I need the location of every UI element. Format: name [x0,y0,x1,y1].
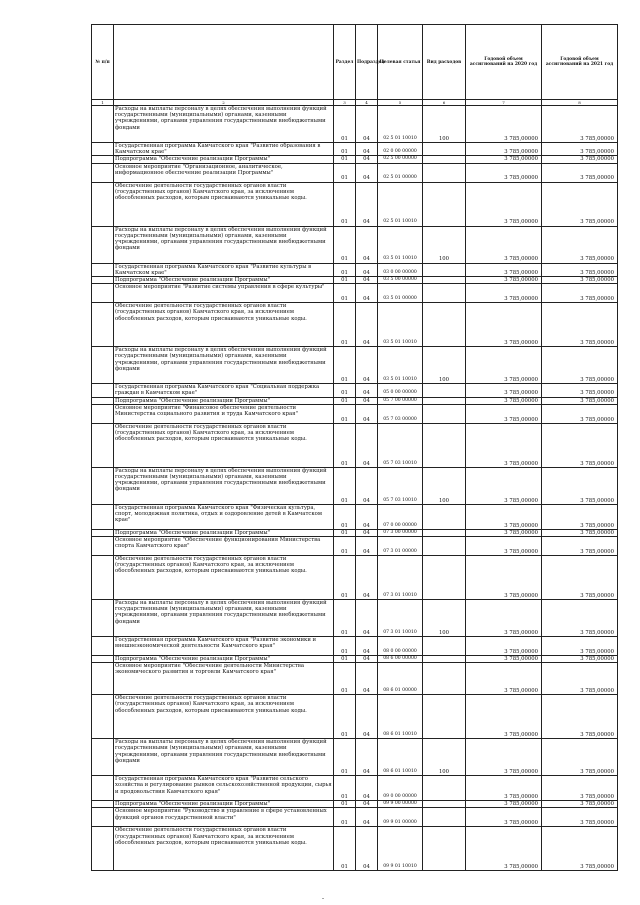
row-code-cell: 09 9 00 00000 [378,801,423,808]
row-code-cell: 05 7 00 00000 [378,397,423,404]
row-podrazdel-cell: 04 [356,226,378,263]
row-2020-cell: 3 785,00000 [466,347,542,384]
row-2021-cell: 3 785,00000 [542,277,618,284]
row-2021-cell: 3 785,00000 [542,776,618,801]
table-row [92,423,618,467]
row-2020-cell: 3 785,00000 [466,776,542,801]
row-razdel-cell: 01 [334,556,356,600]
col-number: 6 [423,100,466,106]
row-2021-cell: 3 785,00000 [542,156,618,163]
row-2021-cell: 3 785,00000 [542,827,618,871]
row-number-cell [92,776,114,801]
row-vid-cell [423,423,466,467]
row-podrazdel-cell: 04 [356,600,378,637]
table-row [92,776,618,801]
row-name-cell: Основное мероприятие "Обеспечение функционирования Министерства спорта Камчатского края" [114,537,334,556]
row-razdel-cell: 01 [334,637,356,656]
row-vid-cell: 100 [423,600,466,637]
row-code-cell: 05 7 03 10010 [378,423,423,467]
row-code-cell: 03 5 01 00000 [378,284,423,303]
row-name-cell: Государственная программа Камчатского края "Развитие культуры в Камчатском крае" [114,263,334,276]
row-name-cell: Подпрограмма "Обеспечение реализации Программы" [114,277,334,284]
col-number: 8 [542,100,618,106]
row-2020-cell: 3 785,00000 [466,556,542,600]
row-code-cell: 08 6 01 00000 [378,663,423,695]
row-name-cell: Расходы на выплаты персоналу в целях обеспечения выполнения функций государственными (муниципальными) органами, казенными учреждениями, органами управления государственными внебюджетными фондами [114,106,334,143]
row-2020-cell: 3 785,00000 [466,106,542,143]
row-2020-cell: 3 785,00000 [466,226,542,263]
table-row [92,808,618,827]
row-razdel-cell: 01 [334,801,356,808]
row-2021-cell: 3 785,00000 [542,637,618,656]
row-2021-cell: 3 785,00000 [542,163,618,182]
col-number: 4 [356,100,378,106]
row-code-cell: 08 6 01 10010 [378,739,423,776]
row-number-cell [92,600,114,637]
row-code-cell: 03 5 00 00000 [378,277,423,284]
row-number-cell [92,284,114,303]
table-row [92,656,618,663]
row-podrazdel-cell: 04 [356,801,378,808]
row-2021-cell: 3 785,00000 [542,695,618,739]
row-number-cell [92,156,114,163]
row-razdel-cell: 01 [334,384,356,397]
row-name-cell: Обеспечение деятельности государственных органов власти (государственных органов) Камчатского края, за исключением обособленных расходов, которым присваиваются уникальные коды. [114,695,334,739]
row-podrazdel-cell: 04 [356,263,378,276]
row-name-cell: Подпрограмма "Обеспечение реализации Программы" [114,397,334,404]
table-row [92,156,618,163]
row-2021-cell: 3 785,00000 [542,347,618,384]
row-code-cell: 07 3 00 00000 [378,529,423,536]
row-2020-cell: 3 785,00000 [466,303,542,347]
row-podrazdel-cell: 04 [356,163,378,182]
row-razdel-cell: 01 [334,143,356,156]
row-name-cell: Расходы на выплаты персоналу в целях обеспечения выполнения функций государственными (муниципальными) органами, казенными учреждениями, органами управления государственными внебюджетными фондами [114,347,334,384]
table-row [92,504,618,529]
table-row [92,277,618,284]
row-vid-cell [423,384,466,397]
row-vid-cell [423,404,466,423]
row-2021-cell: 3 785,00000 [542,397,618,404]
row-podrazdel-cell: 04 [356,663,378,695]
row-razdel-cell: 01 [334,163,356,182]
row-razdel-cell: 01 [334,397,356,404]
row-name-cell: Подпрограмма "Обеспечение реализации Программы" [114,529,334,536]
row-name-cell: Государственная программа Камчатского края "Развитие образования в Камчатском крае" [114,143,334,156]
row-razdel-cell: 01 [334,656,356,663]
row-2020-cell: 3 785,00000 [466,467,542,504]
table-row [92,637,618,656]
table-row [92,397,618,404]
table-row [92,384,618,397]
row-code-cell: 08 0 00 00000 [378,637,423,656]
row-name-cell: Расходы на выплаты персоналу в целях обеспечения выполнения функций государственными (муниципальными) органами, казенными учреждениями, органами управления государственными внебюджетными фондами [114,600,334,637]
row-podrazdel-cell: 04 [356,277,378,284]
row-vid-cell [423,656,466,663]
table-row [92,226,618,263]
table-row [92,347,618,384]
row-2020-cell: 3 785,00000 [466,277,542,284]
row-podrazdel-cell: 04 [356,827,378,871]
row-vid-cell [423,695,466,739]
table-row [92,404,618,423]
row-vid-cell [423,537,466,556]
row-2020-cell: 3 785,00000 [466,404,542,423]
row-code-cell: 05 7 03 00000 [378,404,423,423]
row-razdel-cell: 01 [334,106,356,143]
row-2021-cell: 3 785,00000 [542,739,618,776]
row-vid-cell [423,397,466,404]
row-razdel-cell: 01 [334,347,356,384]
row-vid-cell [423,182,466,226]
row-vid-cell [423,156,466,163]
row-podrazdel-cell: 04 [356,423,378,467]
row-number-cell [92,739,114,776]
row-podrazdel-cell: 04 [356,656,378,663]
row-code-cell: 07 3 01 10010 [378,556,423,600]
row-name-cell: Обеспечение деятельности государственных органов власти (государственных органов) Камчатского края, за исключением обособленных расходов, которым присваиваются уникальные коды. [114,827,334,871]
row-name-cell: Расходы на выплаты персоналу в целях обеспечения выполнения функций государственными (муниципальными) органами, казенными учреждениями, органами управления государственными внебюджетными фондами [114,739,334,776]
row-code-cell: 05 7 03 10010 [378,467,423,504]
row-razdel-cell: 01 [334,156,356,163]
row-2021-cell: 3 785,00000 [542,801,618,808]
table-row [92,467,618,504]
row-2020-cell: 3 785,00000 [466,182,542,226]
row-name-cell: Обеспечение деятельности государственных органов власти (государственных органов) Камчатского края, за исключением обособленных расходов, которым присваиваются уникальные коды. [114,303,334,347]
row-vid-cell [423,277,466,284]
col-header-vid: Вид расходов [423,25,466,100]
row-2021-cell: 3 785,00000 [542,656,618,663]
row-podrazdel-cell: 04 [356,776,378,801]
row-2021-cell: 3 785,00000 [542,226,618,263]
row-number-cell [92,663,114,695]
row-2021-cell: 3 785,00000 [542,808,618,827]
row-name-cell: Обеспечение деятельности государственных органов власти (государственных органов) Камчатского края, за исключением обособленных расходов, которым присваиваются уникальные коды. [114,423,334,467]
row-2021-cell: 3 785,00000 [542,537,618,556]
row-number-cell [92,106,114,143]
row-razdel-cell: 01 [334,827,356,871]
table-row [92,537,618,556]
row-razdel-cell: 01 [334,808,356,827]
row-2021-cell: 3 785,00000 [542,529,618,536]
row-vid-cell [423,827,466,871]
table-row [92,529,618,536]
row-vid-cell [423,776,466,801]
table-row [92,163,618,182]
row-code-cell: 09 9 01 00000 [378,808,423,827]
row-2021-cell: 3 785,00000 [542,263,618,276]
row-podrazdel-cell: 04 [356,384,378,397]
row-code-cell: 02 5 00 00000 [378,156,423,163]
row-name-cell: Государственная программа Камчатского края "Физическая культура, спорт, молодежная политика, отдых и оздоровление детей в Камчатском крае" [114,504,334,529]
table-row [92,827,618,871]
row-2021-cell: 3 785,00000 [542,467,618,504]
row-2020-cell: 3 785,00000 [466,156,542,163]
row-code-cell: 07 0 00 00000 [378,504,423,529]
row-razdel-cell: 01 [334,277,356,284]
row-2021-cell: 3 785,00000 [542,600,618,637]
row-number-cell [92,404,114,423]
row-2021-cell: 3 785,00000 [542,182,618,226]
row-vid-cell [423,663,466,695]
row-name-cell: Обеспечение деятельности государственных органов власти (государственных органов) Камчатского края, за исключением обособленных расходов, которым присваиваются уникальные коды. [114,556,334,600]
row-number-cell [92,347,114,384]
row-vid-cell [423,637,466,656]
row-podrazdel-cell: 04 [356,182,378,226]
row-name-cell: Обеспечение деятельности государственных органов власти (государственных органов) Камчатского края, за исключением обособленных расходов, которым присваиваются уникальные коды. [114,182,334,226]
col-header-podrazdel: Подраздел [356,25,378,100]
row-podrazdel-cell: 04 [356,397,378,404]
row-code-cell: 02 5 01 00000 [378,163,423,182]
row-podrazdel-cell: 04 [356,808,378,827]
row-number-cell [92,529,114,536]
row-number-cell [92,537,114,556]
row-name-cell: Подпрограмма "Обеспечение реализации Программы" [114,656,334,663]
row-podrazdel-cell: 04 [356,537,378,556]
row-podrazdel-cell: 04 [356,347,378,384]
table-header-row [92,25,618,100]
row-2021-cell: 3 785,00000 [542,303,618,347]
row-name-cell: Основное мероприятие "Обеспечение деятельности Министерства экономического развития и торговли Камчатского края" [114,663,334,695]
row-podrazdel-cell: 04 [356,467,378,504]
budget-table [91,24,618,871]
table-row [92,695,618,739]
table-row [92,801,618,808]
row-2020-cell: 3 785,00000 [466,143,542,156]
row-2020-cell: 3 785,00000 [466,397,542,404]
row-name-cell: Подпрограмма "Обеспечение реализации Программы" [114,801,334,808]
document-page [91,24,617,871]
row-name-cell: Государственная программа Камчатского края "Развитие сельского хозяйства и регулирование рынков сельскохозяйственной продукции, сырья и продовольствия Камчатского края" [114,776,334,801]
row-code-cell: 08 6 00 00000 [378,656,423,663]
row-number-cell [92,504,114,529]
row-razdel-cell: 01 [334,423,356,467]
row-name-cell: Расходы на выплаты персоналу в целях обеспечения выполнения функций государственными (муниципальными) органами, казенными учреждениями, органами управления государственными внебюджетными фондами [114,226,334,263]
row-code-cell: 07 3 01 00000 [378,537,423,556]
row-2020-cell: 3 785,00000 [466,600,542,637]
row-razdel-cell: 01 [334,303,356,347]
row-number-cell [92,143,114,156]
row-2020-cell: 3 785,00000 [466,263,542,276]
row-2021-cell: 3 785,00000 [542,504,618,529]
row-razdel-cell: 01 [334,504,356,529]
table-row [92,739,618,776]
row-podrazdel-cell: 04 [356,106,378,143]
row-podrazdel-cell: 04 [356,303,378,347]
row-vid-cell [423,163,466,182]
table-row [92,556,618,600]
row-2020-cell: 3 785,00000 [466,739,542,776]
row-podrazdel-cell: 04 [356,504,378,529]
row-podrazdel-cell: 04 [356,404,378,423]
row-2021-cell: 3 785,00000 [542,663,618,695]
row-vid-cell [423,808,466,827]
row-podrazdel-cell: 04 [356,637,378,656]
row-razdel-cell: 01 [334,404,356,423]
row-2020-cell: 3 785,00000 [466,656,542,663]
col-number: 3 [334,100,356,106]
row-2020-cell: 3 785,00000 [466,808,542,827]
row-code-cell: 03 5 01 10010 [378,226,423,263]
row-name-cell: Основное мероприятие "Развитие системы управления в сфере культуры" [114,284,334,303]
row-2020-cell: 3 785,00000 [466,163,542,182]
row-razdel-cell: 01 [334,182,356,226]
row-code-cell: 09 0 00 00000 [378,776,423,801]
row-2021-cell: 3 785,00000 [542,556,618,600]
col-header-razdel: Раздел [334,25,356,100]
row-name-cell: Подпрограмма "Обеспечение реализации Программы" [114,156,334,163]
row-razdel-cell: 01 [334,537,356,556]
row-razdel-cell: 01 [334,529,356,536]
row-number-cell [92,384,114,397]
row-number-cell [92,303,114,347]
row-razdel-cell: 01 [334,695,356,739]
col-header-code: Целевая статья [378,25,423,100]
col-number: 2 [114,100,334,106]
row-number-cell [92,182,114,226]
row-vid-cell: 100 [423,226,466,263]
row-razdel-cell: 01 [334,284,356,303]
table-row [92,663,618,695]
row-razdel-cell: 01 [334,226,356,263]
row-code-cell: 02 5 01 10010 [378,106,423,143]
table-row [92,182,618,226]
row-number-cell [92,827,114,871]
row-2020-cell: 3 785,00000 [466,529,542,536]
row-name-cell: Основное мероприятие "Финансовое обеспечение деятельности Министерства социального развития и труда Камчатского края" [114,404,334,423]
row-number-cell [92,226,114,263]
table-body [92,106,618,871]
row-number-cell [92,808,114,827]
row-vid-cell [423,504,466,529]
row-podrazdel-cell: 04 [356,156,378,163]
row-podrazdel-cell: 04 [356,284,378,303]
row-vid-cell: 100 [423,739,466,776]
row-number-cell [92,277,114,284]
row-name-cell: Расходы на выплаты персоналу в целях обеспечения выполнения функций государственными (муниципальными) органами, казенными учреждениями, органами управления государственными внебюджетными фондами [114,467,334,504]
row-name-cell: Основное мероприятие "Руководство и управление в сфере установленных функций органов государственной власти" [114,808,334,827]
row-2020-cell: 3 785,00000 [466,384,542,397]
row-number-cell [92,556,114,600]
col-number: 7 [466,100,542,106]
row-number-cell [92,397,114,404]
row-podrazdel-cell: 04 [356,529,378,536]
page-footer-mark: - [322,895,325,902]
table-row [92,600,618,637]
row-2020-cell: 3 785,00000 [466,637,542,656]
row-name-cell: Государственная программа Камчатского края "Социальная поддержка граждан в Камчатском крае" [114,384,334,397]
row-code-cell: 03 5 01 10010 [378,347,423,384]
row-2021-cell: 3 785,00000 [542,423,618,467]
row-podrazdel-cell: 04 [356,739,378,776]
row-number-cell [92,467,114,504]
row-vid-cell [423,801,466,808]
row-vid-cell [423,284,466,303]
row-name-cell: Основное мероприятие "Организационное, аналитическое, информационное обеспечение реализации Программы" [114,163,334,182]
row-name-cell: Государственная программа Камчатского края "Развитие экономики и внешнеэкономической деятельности Камчатского края" [114,637,334,656]
table-row [92,143,618,156]
row-podrazdel-cell: 04 [356,143,378,156]
row-2021-cell: 3 785,00000 [542,143,618,156]
row-code-cell: 09 9 01 10010 [378,827,423,871]
row-razdel-cell: 01 [334,663,356,695]
table-row [92,263,618,276]
row-code-cell: 03 5 01 10010 [378,303,423,347]
row-vid-cell [423,556,466,600]
row-number-cell [92,637,114,656]
row-number-cell [92,163,114,182]
col-number: 1 [92,100,114,106]
table-row [92,303,618,347]
row-2020-cell: 3 785,00000 [466,695,542,739]
row-razdel-cell: 01 [334,263,356,276]
row-razdel-cell: 01 [334,776,356,801]
row-2020-cell: 3 785,00000 [466,537,542,556]
row-2021-cell: 3 785,00000 [542,384,618,397]
row-number-cell [92,423,114,467]
row-2020-cell: 3 785,00000 [466,504,542,529]
table-row [92,106,618,143]
row-vid-cell: 100 [423,467,466,504]
col-header-2021: Годовой объем ассигнований на 2021 год [542,25,618,100]
row-2021-cell: 3 785,00000 [542,106,618,143]
col-number: 5 [378,100,423,106]
col-header-num: № п/п [92,25,114,100]
col-header-name [114,25,334,100]
row-vid-cell [423,143,466,156]
table-row [92,284,618,303]
row-2021-cell: 3 785,00000 [542,404,618,423]
row-podrazdel-cell: 04 [356,556,378,600]
row-vid-cell: 100 [423,347,466,384]
row-number-cell [92,801,114,808]
row-vid-cell [423,263,466,276]
col-header-2020: Годовой объем ассигнований на 2020 год [466,25,542,100]
row-2020-cell: 3 785,00000 [466,663,542,695]
row-code-cell: 03 0 00 00000 [378,263,423,276]
row-code-cell: 02 5 01 10010 [378,182,423,226]
row-vid-cell [423,529,466,536]
row-podrazdel-cell: 04 [356,695,378,739]
row-razdel-cell: 01 [334,467,356,504]
row-2020-cell: 3 785,00000 [466,801,542,808]
row-code-cell: 05 0 00 00000 [378,384,423,397]
row-razdel-cell: 01 [334,600,356,637]
row-number-cell [92,695,114,739]
row-vid-cell: 100 [423,106,466,143]
row-code-cell: 02 0 00 00000 [378,143,423,156]
row-number-cell [92,263,114,276]
row-2020-cell: 3 785,00000 [466,423,542,467]
row-code-cell: 08 6 01 10010 [378,695,423,739]
row-2021-cell: 3 785,00000 [542,284,618,303]
row-vid-cell [423,303,466,347]
row-razdel-cell: 01 [334,739,356,776]
row-code-cell: 07 3 01 10010 [378,600,423,637]
row-2020-cell: 3 785,00000 [466,827,542,871]
row-2020-cell: 3 785,00000 [466,284,542,303]
row-number-cell [92,656,114,663]
